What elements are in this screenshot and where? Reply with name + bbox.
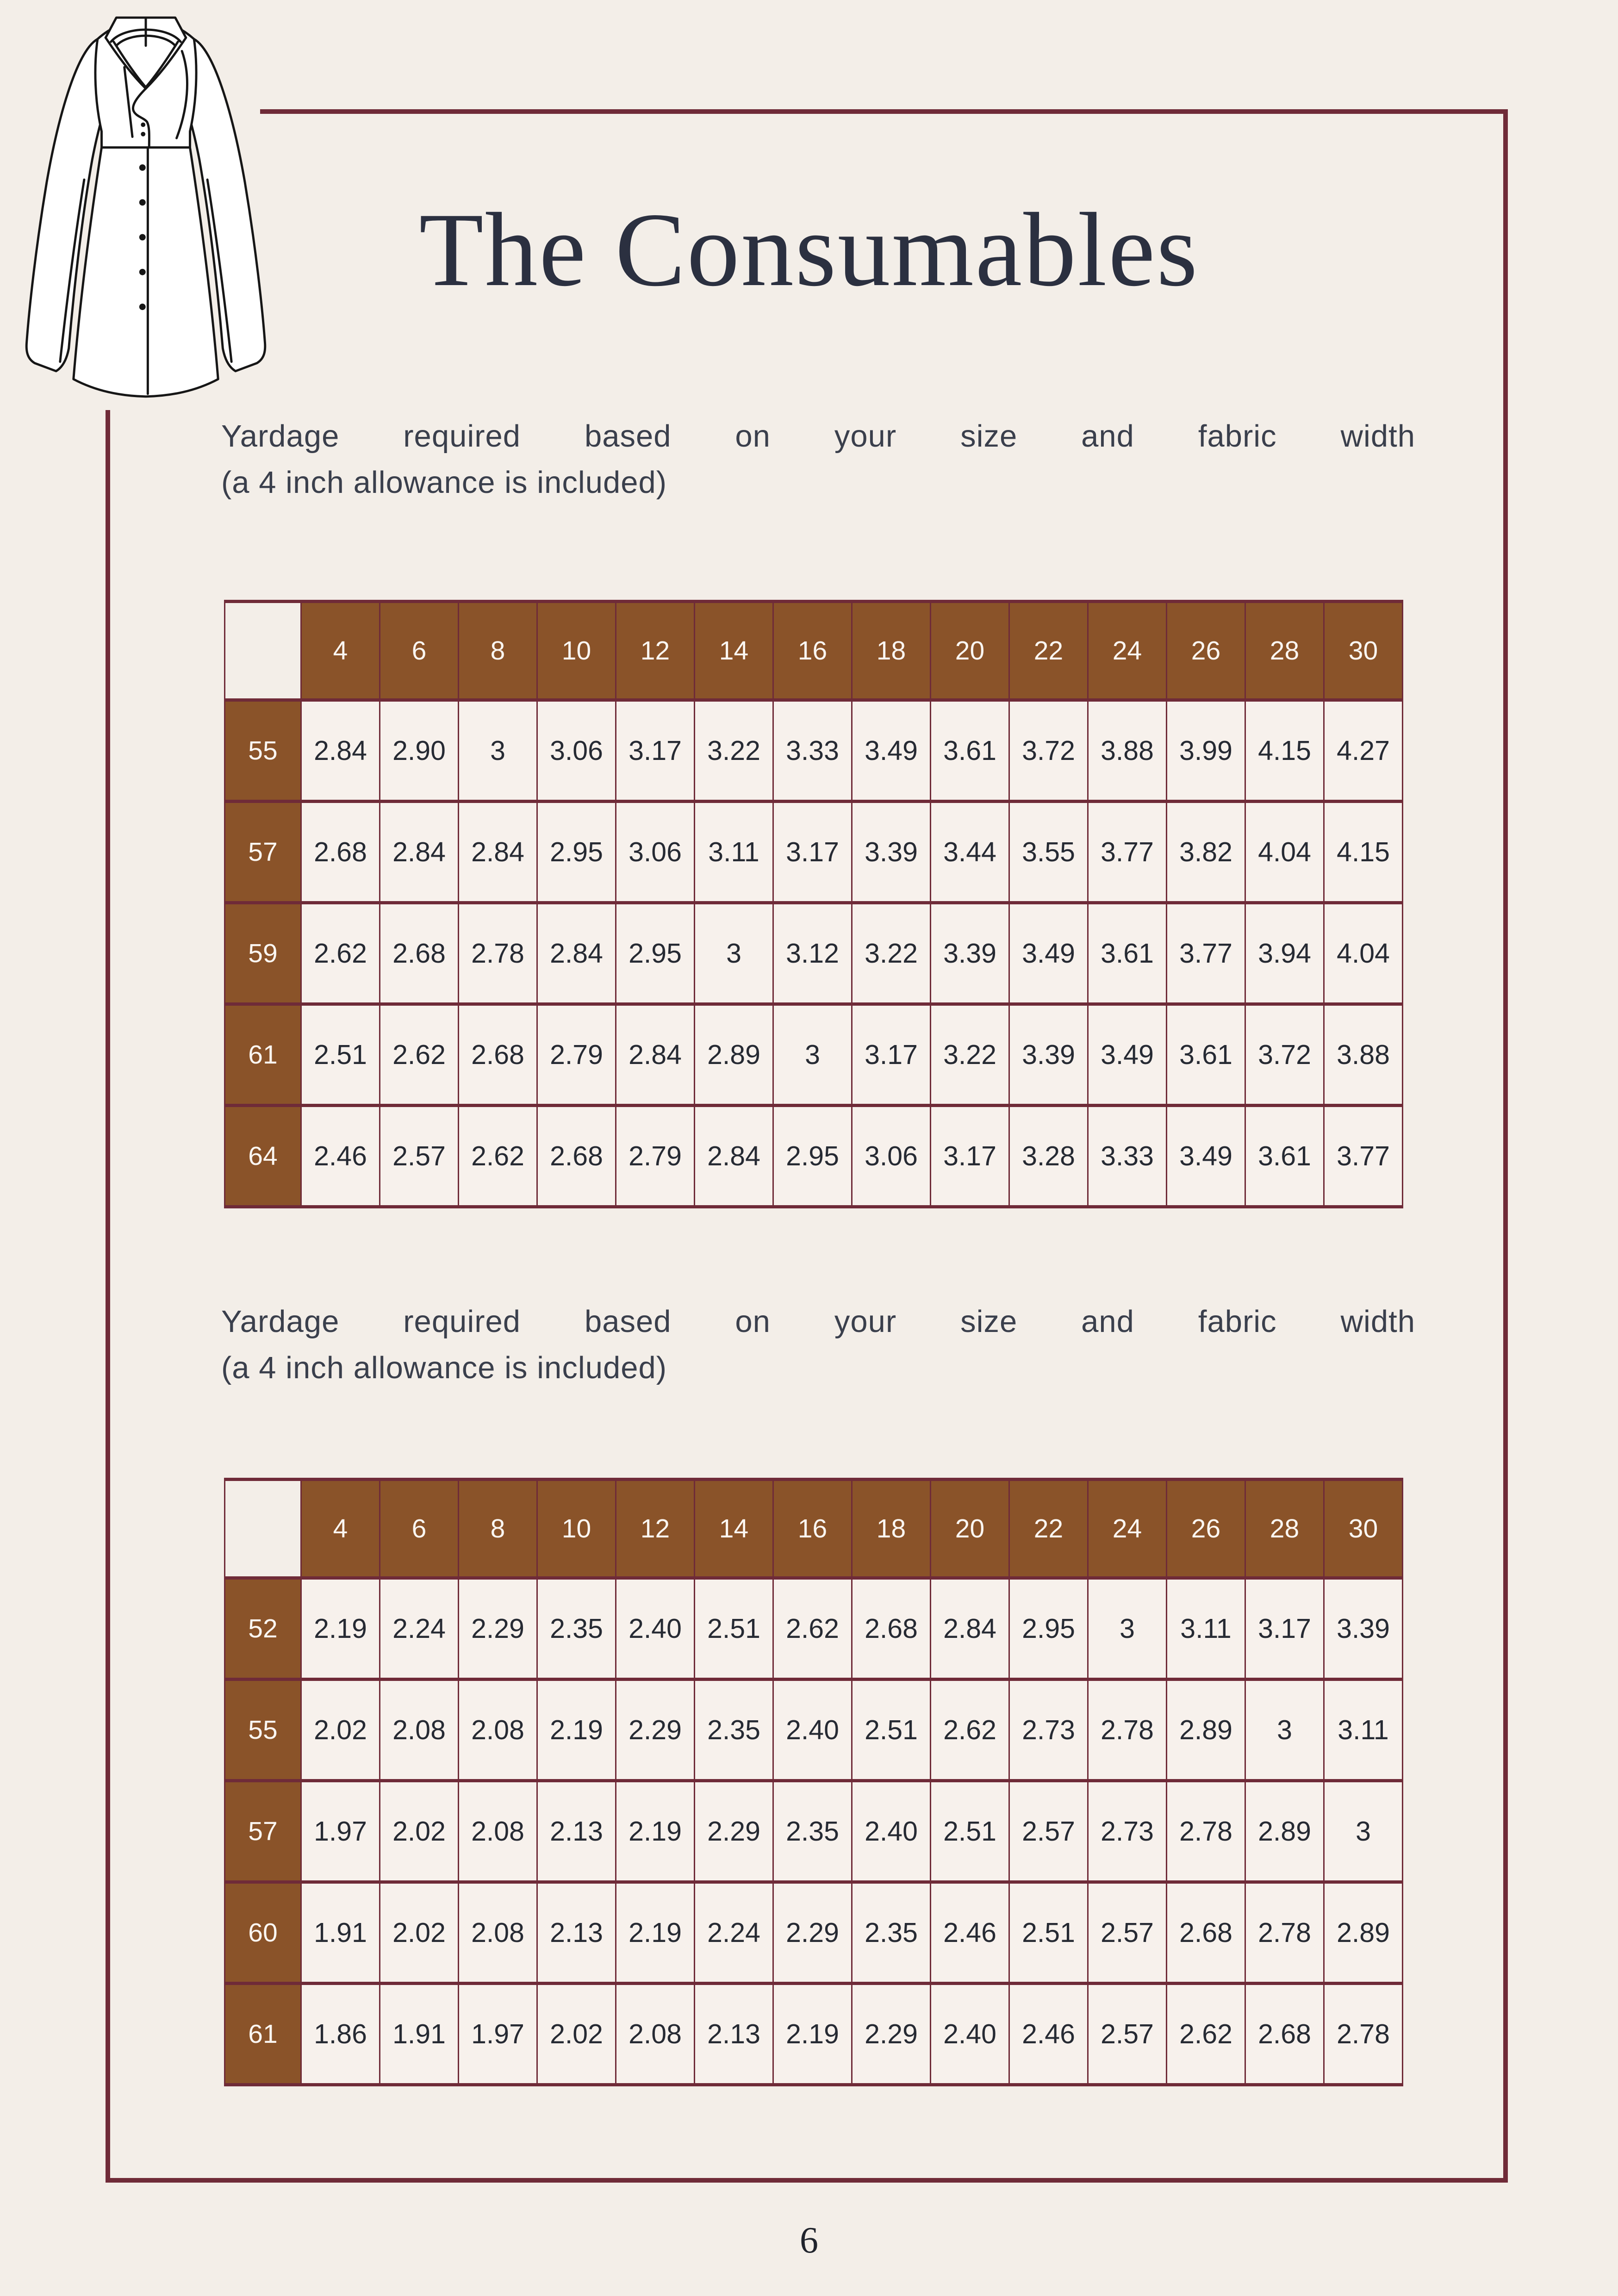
yardage-value-cell: 2.68 (380, 903, 459, 1004)
yardage-value-cell: 3.33 (1088, 1106, 1167, 1207)
yardage-value-cell: 2.35 (695, 1680, 773, 1781)
size-row-header-cell: 55 (225, 1680, 301, 1781)
fabric-width-header-cell: 14 (695, 602, 773, 700)
yardage-value-cell: 2.79 (616, 1106, 695, 1207)
fabric-width-header-cell: 6 (380, 1480, 459, 1578)
yardage-value-cell: 2.40 (852, 1781, 931, 1882)
yardage-value-cell: 2.73 (1009, 1680, 1088, 1781)
fabric-width-header-cell: 30 (1324, 1480, 1403, 1578)
page-number: 6 (800, 2220, 818, 2261)
yardage-value-cell: 3.22 (931, 1004, 1009, 1106)
yardage-intro-1 (221, 413, 1415, 506)
yardage-value-cell: 2.95 (773, 1106, 852, 1207)
yardage-value-cell: 1.86 (301, 1984, 380, 2085)
yardage-value-cell: 2.79 (537, 1004, 616, 1106)
intro-2-line-2: (a 4 inch allowance is included) (221, 1350, 667, 1385)
yardage-value-cell: 2.57 (380, 1106, 459, 1207)
yardage-value-cell: 2.89 (1167, 1680, 1245, 1781)
yardage-value-cell: 2.02 (301, 1680, 380, 1781)
yardage-value-cell: 2.57 (1009, 1781, 1088, 1882)
yardage-value-cell: 2.13 (537, 1882, 616, 1984)
yardage-value-cell: 2.84 (459, 802, 537, 903)
size-row-header-cell: 61 (225, 1984, 301, 2085)
yardage-value-cell: 3 (695, 903, 773, 1004)
yardage-value-cell: 1.91 (301, 1882, 380, 1984)
yardage-value-cell: 3.44 (931, 802, 1009, 903)
frame-border-left (106, 410, 110, 2183)
yardage-value-cell: 4.15 (1245, 700, 1324, 802)
size-row-header-cell: 64 (225, 1106, 301, 1207)
yardage-value-cell: 2.19 (616, 1781, 695, 1882)
table-row (225, 802, 1403, 903)
yardage-value-cell: 3.49 (1088, 1004, 1167, 1106)
yardage-value-cell: 2.19 (537, 1680, 616, 1781)
fabric-width-header-cell: 28 (1245, 602, 1324, 700)
yardage-value-cell: 3.39 (852, 802, 931, 903)
yardage-value-cell: 3.88 (1324, 1004, 1403, 1106)
fabric-width-header-cell: 8 (459, 602, 537, 700)
yardage-value-cell: 2.89 (1245, 1781, 1324, 1882)
yardage-value-cell: 2.29 (852, 1984, 931, 2085)
yardage-value-cell: 3.17 (1245, 1578, 1324, 1680)
size-row-header-cell: 61 (225, 1004, 301, 1106)
yardage-value-cell: 2.78 (1088, 1680, 1167, 1781)
yardage-value-cell: 4.04 (1245, 802, 1324, 903)
yardage-value-cell: 3.39 (931, 903, 1009, 1004)
fabric-width-header-cell: 14 (695, 1480, 773, 1578)
yardage-value-cell: 3.77 (1167, 903, 1245, 1004)
yardage-value-cell: 3.11 (1167, 1578, 1245, 1680)
yardage-value-cell: 2.95 (1009, 1578, 1088, 1680)
yardage-value-cell: 2.62 (931, 1680, 1009, 1781)
yardage-value-cell: 2.29 (616, 1680, 695, 1781)
fabric-width-header-cell: 12 (616, 602, 695, 700)
yardage-value-cell: 2.29 (459, 1578, 537, 1680)
yardage-value-cell: 3.39 (1009, 1004, 1088, 1106)
fabric-width-header-cell: 20 (931, 1480, 1009, 1578)
fabric-width-header-cell: 12 (616, 1480, 695, 1578)
intro-2-line-1: Yardage required based on your size and fabric width (221, 1304, 1415, 1339)
yardage-value-cell: 2.78 (459, 903, 537, 1004)
yardage-value-cell: 2.68 (1167, 1882, 1245, 1984)
frame-border-bottom (106, 2178, 1508, 2183)
yardage-value-cell: 2.78 (1245, 1882, 1324, 1984)
yardage-value-cell: 3.17 (852, 1004, 931, 1106)
yardage-value-cell: 3.72 (1245, 1004, 1324, 1106)
table-row (225, 1984, 1403, 2085)
yardage-value-cell: 3 (773, 1004, 852, 1106)
fabric-width-header-cell: 18 (852, 602, 931, 700)
yardage-value-cell: 2.08 (459, 1882, 537, 1984)
yardage-value-cell: 3 (1324, 1781, 1403, 1882)
yardage-value-cell: 2.19 (616, 1882, 695, 1984)
yardage-value-cell: 2.40 (931, 1984, 1009, 2085)
yardage-value-cell: 2.46 (301, 1106, 380, 1207)
fabric-width-header-cell: 24 (1088, 602, 1167, 700)
yardage-value-cell: 2.95 (616, 903, 695, 1004)
yardage-value-cell: 3 (1088, 1578, 1167, 1680)
table-row (225, 1680, 1403, 1781)
fabric-width-header-cell: 18 (852, 1480, 931, 1578)
yardage-value-cell: 2.68 (537, 1106, 616, 1207)
yardage-value-cell: 4.27 (1324, 700, 1403, 802)
size-row-header-cell: 57 (225, 802, 301, 903)
yardage-value-cell: 2.68 (1245, 1984, 1324, 2085)
fabric-width-header-cell: 4 (301, 1480, 380, 1578)
yardage-value-cell: 2.51 (931, 1781, 1009, 1882)
yardage-value-cell: 3.49 (1009, 903, 1088, 1004)
yardage-value-cell: 2.68 (852, 1578, 931, 1680)
yardage-value-cell: 2.29 (773, 1882, 852, 1984)
yardage-value-cell: 3.88 (1088, 700, 1167, 802)
yardage-value-cell: 2.24 (380, 1578, 459, 1680)
yardage-value-cell: 1.97 (301, 1781, 380, 1882)
yardage-value-cell: 3.06 (537, 700, 616, 802)
fabric-width-header-cell: 24 (1088, 1480, 1167, 1578)
yardage-value-cell: 3.82 (1167, 802, 1245, 903)
fabric-width-header-cell: 8 (459, 1480, 537, 1578)
yardage-value-cell: 3.77 (1088, 802, 1167, 903)
yardage-value-cell: 2.90 (380, 700, 459, 802)
size-row-header-cell: 57 (225, 1781, 301, 1882)
yardage-value-cell: 2.40 (773, 1680, 852, 1781)
yardage-value-cell: 2.84 (931, 1578, 1009, 1680)
yardage-value-cell: 4.04 (1324, 903, 1403, 1004)
yardage-value-cell: 3.22 (852, 903, 931, 1004)
yardage-value-cell: 1.91 (380, 1984, 459, 2085)
yardage-intro-2 (221, 1299, 1415, 1391)
yardage-value-cell: 3.61 (931, 700, 1009, 802)
yardage-value-cell: 2.51 (695, 1578, 773, 1680)
fabric-width-header-cell: 4 (301, 602, 380, 700)
fabric-width-header-row (225, 1480, 1403, 1578)
fabric-width-header-cell: 20 (931, 602, 1009, 700)
yardage-value-cell: 2.57 (1088, 1984, 1167, 2085)
yardage-value-cell: 3.55 (1009, 802, 1088, 903)
yardage-value-cell: 3.12 (773, 903, 852, 1004)
yardage-value-cell: 2.84 (695, 1106, 773, 1207)
yardage-value-cell: 3.06 (616, 802, 695, 903)
intro-1-line-2: (a 4 inch allowance is included) (221, 465, 667, 500)
yardage-value-cell: 3.33 (773, 700, 852, 802)
yardage-value-cell: 2.62 (301, 903, 380, 1004)
yardage-value-cell: 3.28 (1009, 1106, 1088, 1207)
yardage-value-cell: 2.24 (695, 1882, 773, 1984)
yardage-value-cell: 2.13 (537, 1781, 616, 1882)
table-row (225, 700, 1403, 802)
yardage-value-cell: 3.72 (1009, 700, 1088, 802)
yardage-value-cell: 2.73 (1088, 1781, 1167, 1882)
table-row (225, 1882, 1403, 1984)
frame-border-top (260, 109, 1508, 114)
yardage-value-cell: 2.89 (695, 1004, 773, 1106)
yardage-value-cell: 2.46 (931, 1882, 1009, 1984)
yardage-value-cell: 3.49 (1167, 1106, 1245, 1207)
yardage-value-cell: 2.68 (459, 1004, 537, 1106)
size-row-header-cell: 52 (225, 1578, 301, 1680)
yardage-value-cell: 3.06 (852, 1106, 931, 1207)
yardage-value-cell: 2.08 (459, 1680, 537, 1781)
fabric-width-header-cell: 26 (1167, 602, 1245, 700)
yardage-value-cell: 3.17 (773, 802, 852, 903)
yardage-value-cell: 2.78 (1324, 1984, 1403, 2085)
yardage-value-cell: 2.51 (852, 1680, 931, 1781)
yardage-value-cell: 2.95 (537, 802, 616, 903)
yardage-value-cell: 3.39 (1324, 1578, 1403, 1680)
yardage-value-cell: 3.61 (1167, 1004, 1245, 1106)
yardage-value-cell: 2.35 (852, 1882, 931, 1984)
yardage-value-cell: 2.08 (380, 1680, 459, 1781)
yardage-value-cell: 2.84 (301, 700, 380, 802)
yardage-value-cell: 2.57 (1088, 1882, 1167, 1984)
yardage-value-cell: 2.51 (1009, 1882, 1088, 1984)
yardage-value-cell: 2.08 (459, 1781, 537, 1882)
table-row (225, 1004, 1403, 1106)
fabric-width-header-cell: 26 (1167, 1480, 1245, 1578)
intro-1-line-1: Yardage required based on your size and fabric width (221, 419, 1415, 454)
yardage-value-cell: 3.61 (1245, 1106, 1324, 1207)
table-corner-spacer (225, 1480, 301, 1578)
yardage-value-cell: 3.94 (1245, 903, 1324, 1004)
yardage-value-cell: 3.17 (931, 1106, 1009, 1207)
yardage-value-cell: 3.99 (1167, 700, 1245, 802)
yardage-value-cell: 2.78 (1167, 1781, 1245, 1882)
yardage-value-cell: 2.46 (1009, 1984, 1088, 2085)
yardage-value-cell: 2.35 (773, 1781, 852, 1882)
yardage-value-cell: 2.19 (301, 1578, 380, 1680)
fabric-width-header-cell: 28 (1245, 1480, 1324, 1578)
yardage-value-cell: 2.19 (773, 1984, 852, 2085)
yardage-value-cell: 2.35 (537, 1578, 616, 1680)
yardage-value-cell: 2.89 (1324, 1882, 1403, 1984)
yardage-value-cell: 2.62 (380, 1004, 459, 1106)
yardage-value-cell: 4.15 (1324, 802, 1403, 903)
size-row-header-cell: 59 (225, 903, 301, 1004)
yardage-value-cell: 3.49 (852, 700, 931, 802)
table-row (225, 1781, 1403, 1882)
fabric-width-header-cell: 10 (537, 602, 616, 700)
yardage-value-cell: 2.84 (380, 802, 459, 903)
fabric-width-header-row (225, 602, 1403, 700)
yardage-value-cell: 2.02 (380, 1781, 459, 1882)
size-row-header-cell: 55 (225, 700, 301, 802)
yardage-value-cell: 3.61 (1088, 903, 1167, 1004)
yardage-value-cell: 3 (459, 700, 537, 802)
yardage-value-cell: 3.17 (616, 700, 695, 802)
page-title: The Consumables (419, 192, 1199, 308)
yardage-value-cell: 3.77 (1324, 1106, 1403, 1207)
yardage-value-cell: 2.02 (537, 1984, 616, 2085)
table-row (225, 1578, 1403, 1680)
yardage-value-cell: 2.84 (537, 903, 616, 1004)
table-row (225, 1106, 1403, 1207)
yardage-value-cell: 3.11 (1324, 1680, 1403, 1781)
fabric-width-header-cell: 30 (1324, 602, 1403, 700)
table-row (225, 903, 1403, 1004)
fabric-width-header-cell: 22 (1009, 1480, 1088, 1578)
size-row-header-cell: 60 (225, 1882, 301, 1984)
yardage-value-cell: 2.29 (695, 1781, 773, 1882)
fabric-width-header-cell: 10 (537, 1480, 616, 1578)
yardage-value-cell: 2.40 (616, 1578, 695, 1680)
yardage-value-cell: 2.84 (616, 1004, 695, 1106)
fabric-width-header-cell: 16 (773, 1480, 852, 1578)
yardage-value-cell: 1.97 (459, 1984, 537, 2085)
fabric-width-header-cell: 16 (773, 602, 852, 700)
yardage-value-cell: 2.62 (1167, 1984, 1245, 2085)
yardage-value-cell: 2.62 (773, 1578, 852, 1680)
yardage-table-2 (224, 1478, 1403, 2086)
yardage-value-cell: 2.13 (695, 1984, 773, 2085)
yardage-value-cell: 2.08 (616, 1984, 695, 2085)
yardage-value-cell: 3.22 (695, 700, 773, 802)
yardage-value-cell: 3.11 (695, 802, 773, 903)
table-corner-spacer (225, 602, 301, 700)
yardage-value-cell: 3 (1245, 1680, 1324, 1781)
yardage-value-cell: 2.62 (459, 1106, 537, 1207)
fabric-width-header-cell: 6 (380, 602, 459, 700)
yardage-value-cell: 2.02 (380, 1882, 459, 1984)
yardage-table-1 (224, 600, 1403, 1208)
yardage-value-cell: 2.68 (301, 802, 380, 903)
fabric-width-header-cell: 22 (1009, 602, 1088, 700)
frame-border-right (1503, 109, 1508, 2183)
yardage-value-cell: 2.51 (301, 1004, 380, 1106)
